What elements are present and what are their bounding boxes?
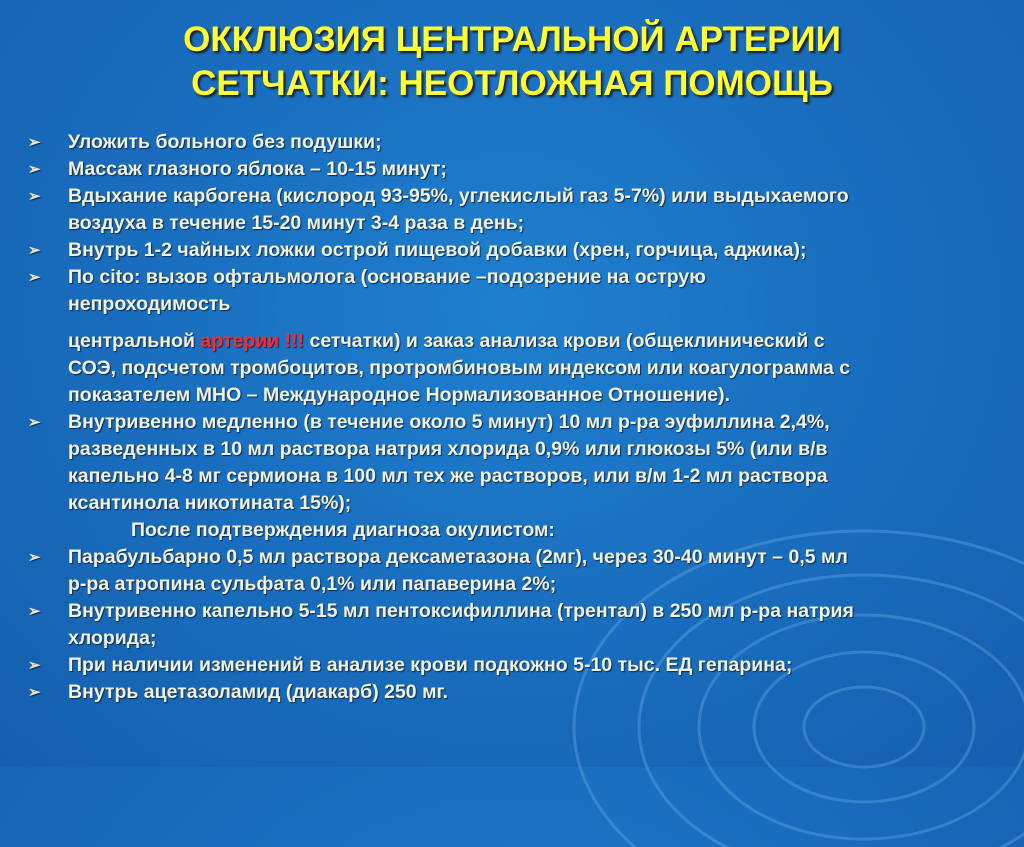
list-item: ➢ По cito: вызов офтальмолога (основание –подозрение на острую непроходимость	[28, 266, 706, 315]
list-item: ➢ Внутрь ацетазоламид (диакарб) 250 мг.	[28, 679, 998, 706]
list-item: ➢ Внутрь 1-2 чайных ложки острой пищевой добавки (хрен, горчица, аджика);	[28, 237, 998, 264]
bullet-arrow-icon: ➢	[28, 242, 41, 259]
bullet-arrow-icon: ➢	[28, 603, 41, 620]
subheading: После подтверждения диагноза окулистом:	[131, 519, 555, 541]
bullet-arrow-icon: ➢	[28, 684, 41, 701]
slide-title	[0, 18, 1024, 106]
bullet-arrow-icon: ➢	[28, 414, 41, 431]
bullet-arrow-icon: ➢	[28, 161, 41, 178]
list-item: ➢ Уложить больного без подушки;	[28, 129, 998, 156]
title-line-1: ОККЛЮЗИЯ ЦЕНТРАЛЬНОЙ АРТЕРИИ	[183, 20, 841, 59]
bullet-arrow-icon: ➢	[28, 188, 41, 205]
list-item: ➢ Внутривенно капельно 5-15 мл пентоксифиллина (трентал) в 250 мл р-ра натрия хлорида;	[28, 600, 854, 649]
bullet-arrow-icon: ➢	[28, 549, 41, 566]
list-item: ➢ Массаж глазного яблока – 10-15 минут;	[28, 156, 998, 183]
title-line-2: СЕТЧАТКИ: НЕОТЛОЖНАЯ ПОМОЩЬ	[191, 64, 833, 103]
bullet-arrow-icon: ➢	[28, 269, 41, 286]
list-item: ➢ Внутривенно медленно (в течение около 5 минут) 10 мл р-ра эуфиллина 2,4%, разведенных в 10 мл раствора натрия хлорида 0,9% или глюкозы 5% (или в/в капельно 4-8 мг сермиона в 100 мл тех же растворов, или в/м 1-2 мл раствора ксантинола никотината 15%);	[28, 411, 830, 514]
bullet-arrow-icon: ➢	[28, 657, 41, 674]
bullet-arrow-icon: ➢	[28, 134, 41, 151]
list-item: ➢ Парабульбарно 0,5 мл раствора дексаметазона (2мг), через 30-40 минут – 0,5 мл р-ра атропина сульфата 0,1% или папаверина 2%;	[28, 546, 848, 595]
slide-body	[28, 129, 998, 706]
list-item: ➢ При наличии изменений в анализе крови подкожно 5-10 тыс. ЕД гепарина;	[28, 652, 998, 679]
continuation-paragraph: центральной артерии !!! сетчатки) и заказ анализа крови (общеклинический с СОЭ, подсчетом тромбоцитов, протромбиновым индексом или коагулограмма с показателем МНО – Международное Нормализованное Отношение).	[68, 330, 851, 406]
highlight-text: артерии !!!	[200, 330, 305, 352]
list-item: ➢ Вдыхание карбогена (кислород 93-95%, углекислый газ 5-7%) или выдыхаемого воздуха в течение 15-20 минут 3-4 раза в день;	[28, 185, 849, 234]
